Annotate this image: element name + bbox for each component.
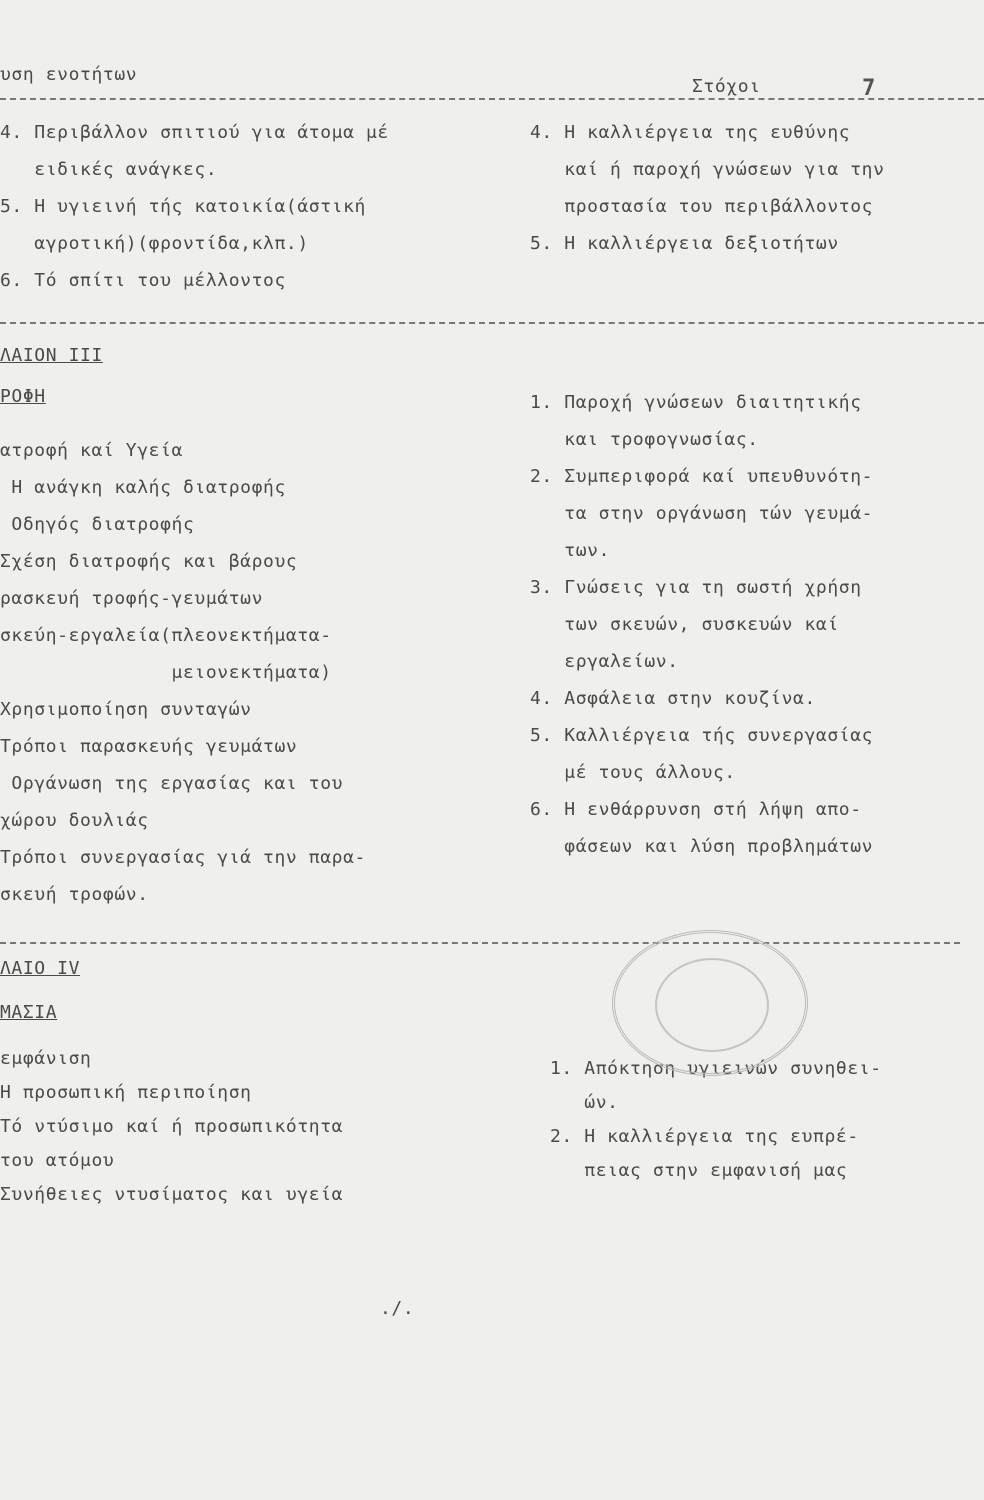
text-line: 6. Η ενθάρρυνση στή λήψη απο- [530, 799, 862, 820]
text-line: εμφάνιση [0, 1048, 92, 1069]
text-line: Τρόποι συνεργασίας γιά την παρα- [0, 847, 366, 868]
text-line: 5. Καλλιέργεια τής συνεργασίας [530, 725, 874, 746]
text-line: αγροτική)(φροντίδα,κλπ.) [0, 233, 309, 254]
text-line: 4. Ασφάλεια στην κουζίνα. [530, 688, 816, 709]
text-line: Οδηγός διατροφής [0, 514, 195, 535]
text-line: Συνήθειες ντυσίματος και υγεία [0, 1184, 344, 1205]
text-line: 4. Η καλλιέργεια της ευθύνης [530, 122, 851, 143]
text-line: ατροφή καί Υγεία [0, 440, 183, 461]
text-line: προστασία του περιβάλλοντος [530, 196, 874, 217]
text-line: φάσεων και λύση προβλημάτων [530, 836, 874, 857]
text-line: 3. Γνώσεις για τη σωστή χρήση [530, 577, 862, 598]
text-line: χώρου δουλιάς [0, 810, 149, 831]
text-line: 4. Περιβάλλον σπιτιού για άτομα μέ [0, 122, 389, 143]
text-line: εργαλείων. [530, 651, 679, 672]
text-line: καί ή παροχή γνώσεων για την [530, 159, 885, 180]
section1-divider [0, 322, 984, 324]
text-line: Τρόποι παρασκευής γευμάτων [0, 736, 298, 757]
text-line: 2. Η καλλιέργεια της ευπρέ- [550, 1126, 859, 1147]
text-line: τα στην οργάνωση τών γευμά- [530, 503, 874, 524]
text-line: 5. Η καλλιέργεια δεξιοτήτων [530, 233, 839, 254]
text-line: 1. Παροχή γνώσεων διαιτητικής [530, 392, 862, 413]
text-line: και τροφογνωσίας. [530, 429, 759, 450]
text-line: 2. Συμπεριφορά καί υπευθυνότη- [530, 466, 874, 487]
text-line: του ατόμου [0, 1150, 115, 1171]
section2-heading1: ΛΑΙΟΝ III [0, 345, 103, 366]
text-line: ρασκευή τροφής-γευμάτων [0, 588, 264, 609]
text-line: 5. Η υγιεινή τής κατοικία(άστική [0, 196, 366, 217]
continuation-mark: ./. [380, 1298, 415, 1319]
text-line: Η προσωπική περιποίηση [0, 1082, 252, 1103]
official-stamp-inner-ring [655, 958, 769, 1052]
header-right: Στόχοι [692, 76, 761, 97]
text-line: ειδικές ανάγκες. [0, 159, 218, 180]
official-stamp [612, 930, 808, 1076]
section3-heading2: ΜΑΣΙΑ [0, 1002, 58, 1023]
text-line: των σκευών, συσκευών καί [530, 614, 839, 635]
text-line: μειονεκτήματα) [0, 662, 332, 683]
text-line: σκευή τροφών. [0, 884, 149, 905]
text-line: των. [530, 540, 611, 561]
text-line: 6. Τό σπίτι του μέλλοντος [0, 270, 286, 291]
text-line: Τό ντύσιμο καί ή προσωπικότητα [0, 1116, 344, 1137]
header-left: υση ενοτήτων [0, 64, 138, 85]
text-line: Η ανάγκη καλής διατροφής [0, 477, 286, 498]
text-line: πειας στην εμφανισή μας [550, 1160, 848, 1181]
text-line: ών. [550, 1092, 619, 1113]
section3-heading1: ΛΑΙΟ IV [0, 958, 81, 979]
text-line: Σχέση διατροφής και βάρους [0, 551, 298, 572]
header-divider [0, 98, 984, 100]
section2-divider [0, 942, 960, 944]
page-number: 7 [862, 76, 876, 101]
text-line: 1. Απόκτηση υγιεινών συνηθει- [550, 1058, 882, 1079]
text-line: σκεύη-εργαλεία(πλεονεκτήματα- [0, 625, 332, 646]
text-line: μέ τους άλλους. [530, 762, 736, 783]
section2-heading2: ΡΟΦΗ [0, 386, 46, 407]
text-line: Χρησιμοποίηση συνταγών [0, 699, 252, 720]
text-line: Οργάνωση της εργασίας και του [0, 773, 344, 794]
